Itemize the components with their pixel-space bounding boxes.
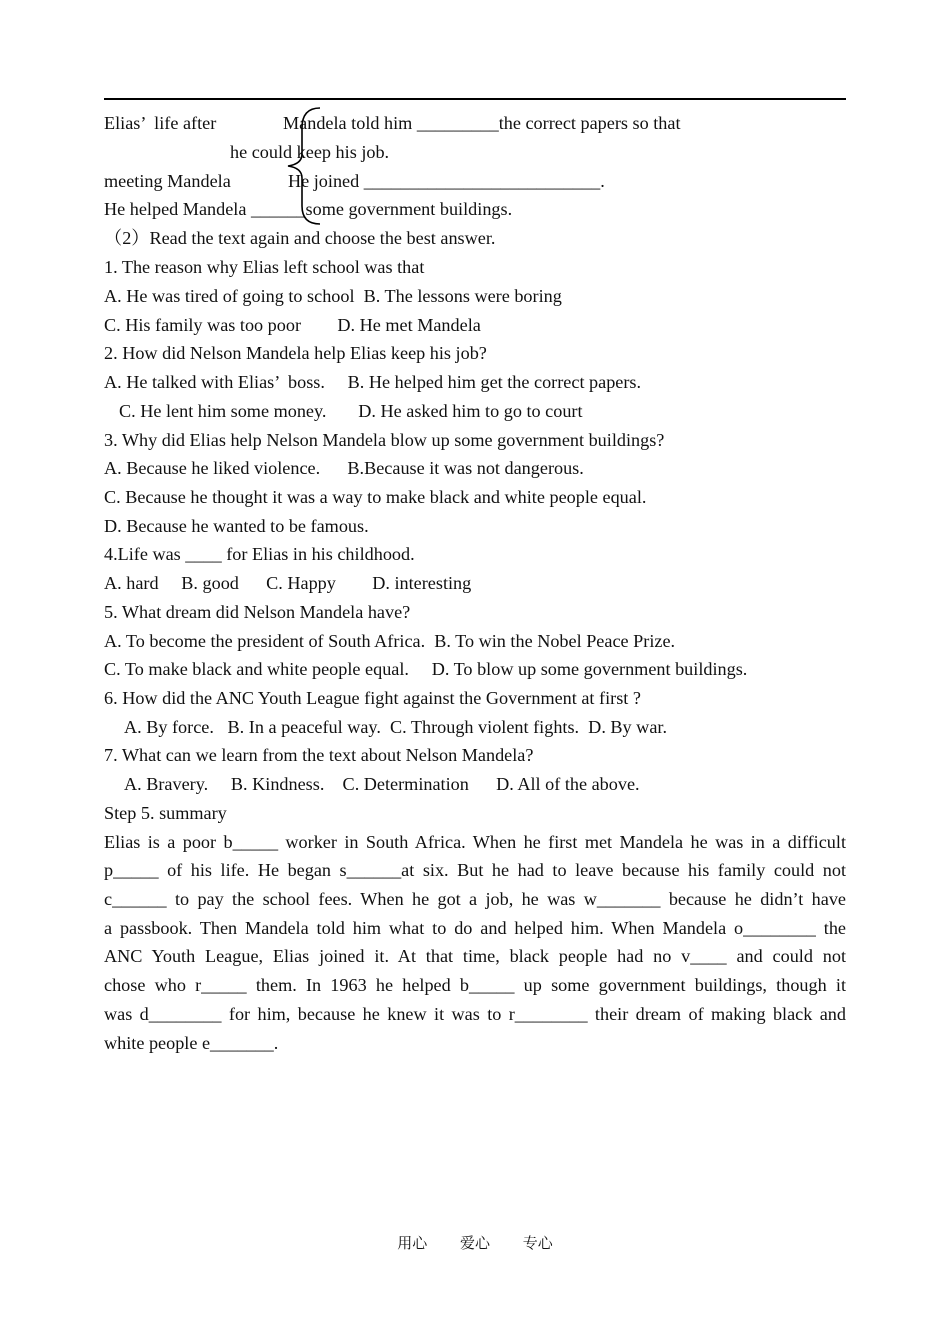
diagram-branch-1-cont: he could keep his job. (230, 142, 390, 162)
question-2: 2. How did Nelson Mandela help Elias keep his job? (104, 343, 487, 363)
question-5: 5. What dream did Nelson Mandela have? (104, 602, 411, 622)
summary-line: ANC Youth League, Elias joined it. At that time, black people had no v____ and could not (104, 946, 846, 966)
diagram-left-label-2: meeting Mandela (104, 171, 231, 191)
options-6: A. By force. B. In a peaceful way. C. Through violent fights. D. By war. (124, 717, 667, 737)
question-1: 1. The reason why Elias left school was that (104, 257, 425, 277)
summary-line: c______ to pay the school fees. When he got a job, he was w_______ because he didn’t have (104, 889, 846, 909)
options-3b: C. Because he thought it was a way to make black and white people equal. (104, 487, 647, 507)
summary-line: p_____ of his life. He began s______at six. But he had to leave because his family could not (104, 860, 846, 880)
summary-line: a passbook. Then Mandela told him what to do and helped him. When Mandela o________ the (104, 918, 846, 938)
options-5a: A. To become the president of South Africa. B. To win the Nobel Peace Prize. (104, 631, 676, 651)
section-heading: （2）Read the text again and choose the best answer. (104, 228, 496, 248)
options-3c: D. Because he wanted to be famous. (104, 516, 369, 536)
options-7: A. Bravery. B. Kindness. C. Determination D. All of the above. (124, 774, 640, 794)
summary-line: Elias is a poor b_____ worker in South Africa. When he first met Mandela he was in a difficult (104, 832, 846, 852)
question-7: 7. What can we learn from the text about Nelson Mandela? (104, 745, 534, 765)
summary-line: chose who r_____ them. In 1963 he helped b_____ up some government buildings, though it (104, 975, 846, 995)
footer-text: 用心 (397, 1234, 428, 1252)
question-6: 6. How did the ANC Youth League fight against the Government at first ? (104, 688, 641, 708)
summary-line: white people e_______. (104, 1033, 279, 1053)
curly-brace-icon (284, 106, 324, 226)
question-3: 3. Why did Elias help Nelson Mandela blow up some government buildings? (104, 430, 665, 450)
footer-text: 专心 (522, 1234, 553, 1252)
options-1b: C. His family was too poor D. He met Mandela (104, 315, 481, 335)
step-5-heading: Step 5. summary (104, 803, 227, 823)
options-3a: A. Because he liked violence. B.Because it was not dangerous. (104, 458, 584, 478)
diagram-branch-1: Mandela told him _________the correct papers so that (283, 113, 681, 133)
options-2a: A. He talked with Elias’ boss. B. He helped him get the correct papers. (104, 372, 642, 392)
diagram-left-label-1: Elias’ life after (104, 113, 217, 133)
options-5b: C. To make black and white people equal. D. To blow up some government buildings. (104, 659, 748, 679)
summary-line: was d________ for him, because he knew it was to r________ their dream of making black and (104, 1004, 846, 1024)
diagram-branch-3: He helped Mandela ______some government buildings. (104, 199, 513, 219)
options-1a: A. He was tired of going to school B. The lessons were boring (104, 286, 562, 306)
question-4: 4.Life was ____ for Elias in his childhood. (104, 544, 415, 564)
header-rule (104, 98, 846, 100)
page-footer (0, 1232, 950, 1253)
diagram-branch-2: He joined __________________________. (288, 171, 605, 191)
options-4: A. hard B. good C. Happy D. interesting (104, 573, 472, 593)
options-2b: C. He lent him some money. D. He asked him to go to court (119, 401, 583, 421)
footer-text: 爱心 (459, 1234, 490, 1252)
